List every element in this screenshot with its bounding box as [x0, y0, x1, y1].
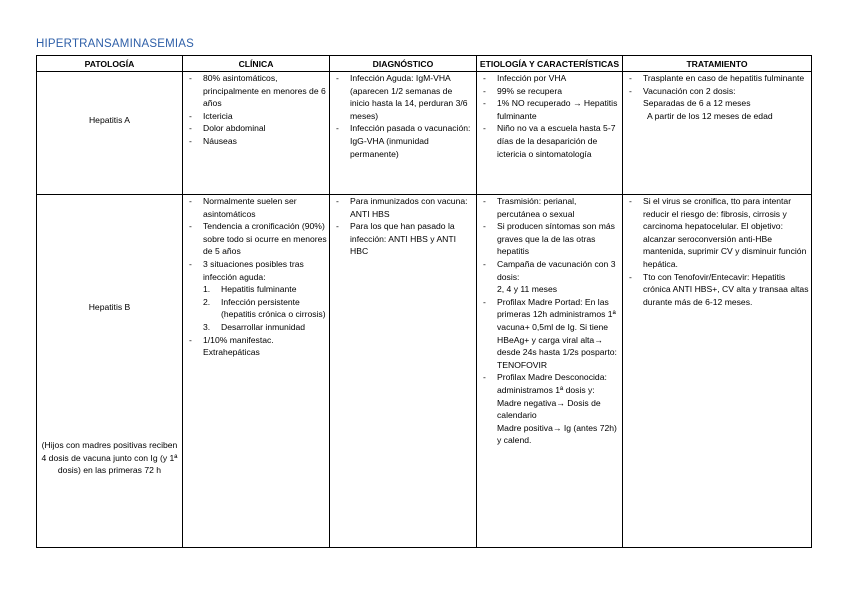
- list-item: - Infección por VHA: [477, 72, 622, 85]
- list-item: - Vacunación con 2 dosis:: [623, 85, 811, 98]
- cell-patologia: [37, 195, 183, 548]
- header-etiologia: ETIOLOGÍA Y CARACTERÍSTICAS: [477, 56, 623, 72]
- cell-patologia: [37, 72, 183, 195]
- list-item: - Ictericia: [183, 110, 329, 123]
- text-line: 2, 4 y 11 meses: [497, 284, 558, 295]
- list-item: - 1/10% manifestac. Extrahepáticas: [183, 334, 329, 359]
- pathology-note: (Hijos con madres positivas reciben 4 dosis de vacuna junto con Ig (y 1ª dosis) en las primeras 72 h: [41, 440, 178, 476]
- header-diagnostico: DIAGNÓSTICO: [330, 56, 477, 72]
- list-item: - 1% NO recuperado → Hepatitis fulminante: [477, 97, 622, 122]
- cell-tratamiento: [623, 72, 812, 195]
- header-row: [37, 56, 812, 72]
- cell-tratamiento: [623, 195, 812, 548]
- list-item: - Infección Aguda: IgM-VHA (aparecen 1/2 semanas de inicio hasta la 14, perduran 3/6 meses): [330, 72, 476, 122]
- list-item: - Tto con Tenofovir/Entecavir: Hepatitis crónica ANTI HBS+, CV alta y transaa altas durante más de 6-12 meses.: [623, 271, 811, 309]
- list-item: - Trasplante en caso de hepatitis fulminante: [623, 72, 811, 85]
- item-text: Infección persistente (hepatitis crónica o cirrosis): [221, 296, 326, 320]
- header-tratamiento: TRATAMIENTO: [623, 56, 812, 72]
- list-item: [477, 258, 622, 296]
- list-item: - Para los que han pasado la infección: ANTI HBS y ANTI HBC: [330, 220, 476, 258]
- header-patologia: PATOLOGÍA: [37, 56, 183, 72]
- cell-etiologia: [477, 72, 623, 195]
- cell-clinica: [183, 195, 330, 548]
- numbered-item: [203, 321, 327, 334]
- list-item-text: Profilax Madre Desconocida: administramos 1ª dosis y:: [497, 372, 607, 395]
- list-item: - Dolor abdominal: [183, 122, 329, 135]
- cell-diagnostico: [330, 195, 477, 548]
- item-number: 1.: [203, 284, 211, 295]
- numbered-item: [203, 296, 327, 321]
- list-item: - Normalmente suelen ser asintomáticos: [183, 195, 329, 220]
- list-item: - Trasmisión: perianal, percutánea o sexual: [477, 195, 622, 220]
- list-item: - Infección pasada o vacunación: IgG-VHA (inmunidad permanente): [330, 122, 476, 160]
- pathology-name: Hepatitis B: [88, 302, 131, 312]
- table-row-hepatitis-a: [37, 72, 812, 195]
- list-item: - Si el virus se cronifica, tto para intentar reducir el riesgo de: fibrosis, cirrosis y carcinoma hepatocelular. El objetivo: alcanzar seroconversión anti-HBe mantenida, suprimir CV y disminuir función hepática.: [623, 195, 811, 271]
- list-item: - Tendencia a cronificación (90%) sobre todo si ocurre en menores de 5 años: [183, 220, 329, 258]
- list-item-text: Campaña de vacunación con 3 dosis:: [497, 258, 616, 282]
- cell-diagnostico: [330, 72, 477, 195]
- text-line: A partir de los 12 meses de edad: [647, 110, 773, 121]
- list-item: - Niño no va a escuela hasta 5-7 días de la desaparición de ictericia o sintomatología: [477, 122, 622, 160]
- hypertransaminasemia-table: [36, 55, 812, 548]
- situations-list: [203, 283, 327, 333]
- text-line: Separadas de 6 a 12 meses: [643, 98, 751, 109]
- document-title: HIPERTRANSAMINASEMIAS: [36, 38, 194, 50]
- list-item: - 99% se recupera: [477, 85, 622, 98]
- header-clinica: CLÍNICA: [183, 56, 330, 72]
- list-item: - Náuseas: [183, 135, 329, 148]
- item-number: 2.: [203, 296, 211, 307]
- list-item: - Para inmunizados con vacuna: ANTI HBS: [330, 195, 476, 220]
- text-line: Madre positiva→ Ig (antes 72h) y calend.: [497, 422, 617, 446]
- item-text: Hepatitis fulminante: [221, 284, 297, 295]
- list-item: - 80% asintomáticos, principalmente en menores de 6 años: [183, 72, 329, 110]
- list-item-text: 3 situaciones posibles tras infección aguda:: [203, 258, 304, 282]
- cell-clinica: [183, 72, 330, 195]
- text-line: Madre negativa→ Dosis de calendario: [497, 397, 601, 421]
- list-item: - Si producen síntomas son más graves que la de las otras hepatitis: [477, 220, 622, 258]
- list-item: [183, 258, 329, 334]
- list-item: [477, 371, 622, 447]
- list-item: - Profilax Madre Portad: En las primeras 12h administramos 1ª vacuna+ 0,5ml de Ig. Si tiene HBeAg+ y carga viral alta→ desde 24s hasta 1/2s posparto: TENOFOVIR: [477, 296, 622, 372]
- numbered-item: [203, 283, 327, 296]
- table-row-hepatitis-b: [37, 195, 812, 548]
- cell-etiologia: [477, 195, 623, 548]
- item-number: 3.: [203, 321, 211, 332]
- item-text: Desarrollar inmunidad: [221, 321, 306, 332]
- pathology-name: Hepatitis A: [88, 115, 131, 125]
